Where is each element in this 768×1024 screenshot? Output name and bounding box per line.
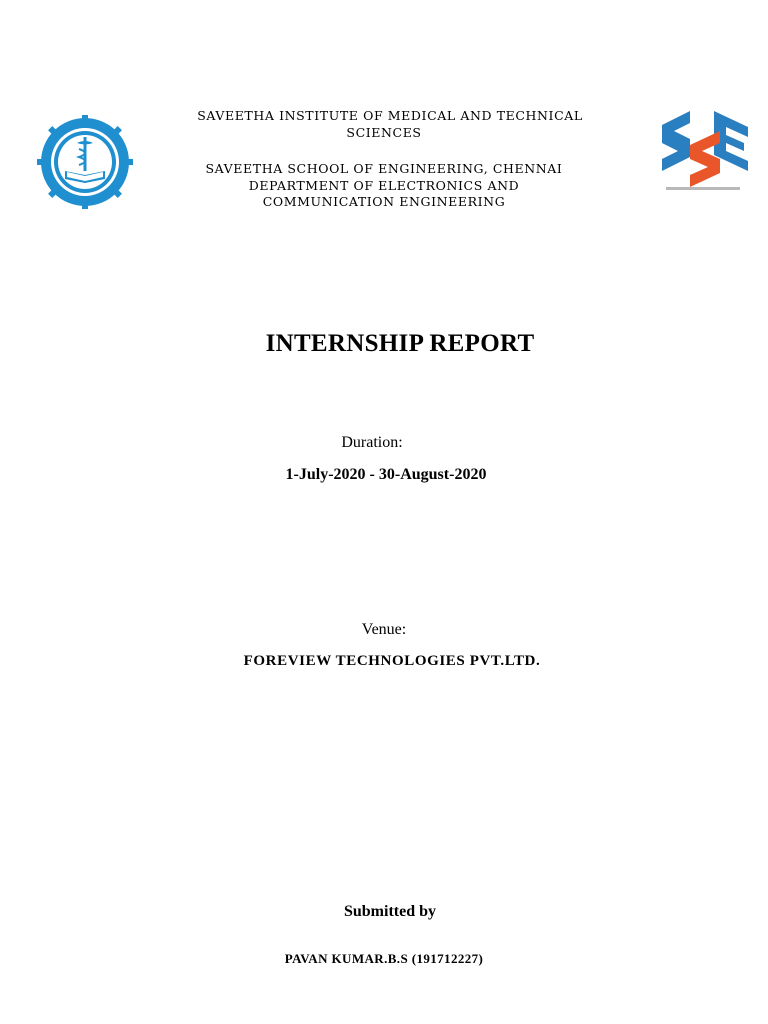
institute-name-line1: SAVEETHA INSTITUTE OF MEDICAL AND TECHNICAL <box>197 108 583 123</box>
department-line1: DEPARTMENT OF ELECTRONICS AND <box>248 178 520 193</box>
institute-name-line2: SCIENCES <box>346 125 422 140</box>
school-name: SAVEETHA SCHOOL OF ENGINEERING, CHENNAI <box>205 161 563 176</box>
department-line2: COMMUNICATION ENGINEERING <box>262 194 506 209</box>
duration-label: Duration: <box>341 434 403 451</box>
submitted-by-label: Submitted by <box>343 903 437 920</box>
venue-value: FOREVIEW TECHNOLOGIES PVT.LTD. <box>243 653 541 669</box>
venue-label: Venue: <box>361 621 407 638</box>
duration-value: 1-July-2020 - 30-August-2020 <box>285 466 487 483</box>
student-name: PAVAN KUMAR.B.S (191712227) <box>284 951 484 966</box>
report-title: INTERNSHIP REPORT <box>265 330 535 357</box>
